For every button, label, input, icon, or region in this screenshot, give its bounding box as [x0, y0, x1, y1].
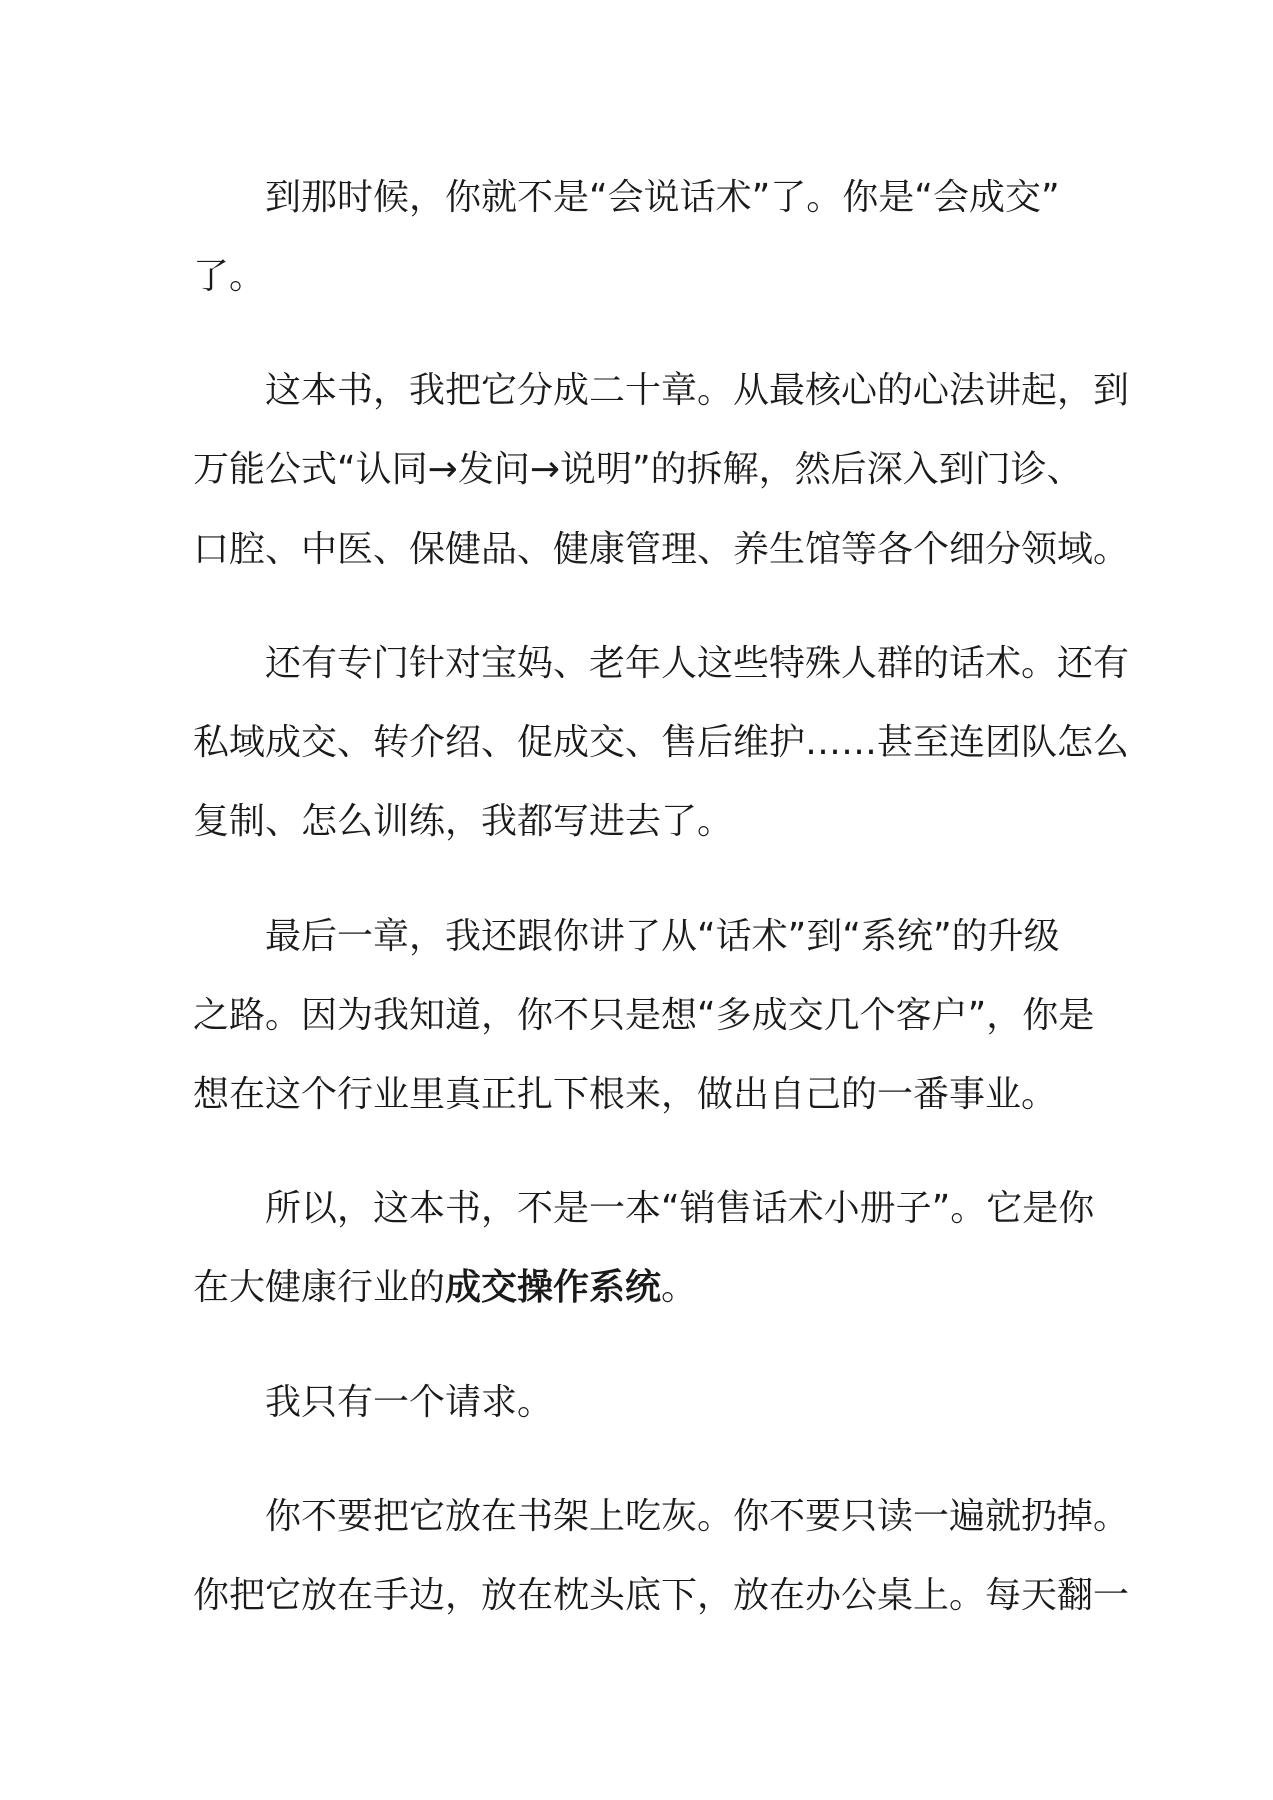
- paragraph-5-line-2-prefix: 在大健康行业的: [193, 1267, 446, 1308]
- paragraph-2-line-3: 口腔、中医、保健品、健康管理、养生馆等各个细分领域。: [193, 529, 1130, 570]
- paragraph-7-line-2: 你把它放在手边，放在枕头底下，放在办公桌上。每天翻一: [193, 1575, 1130, 1616]
- paragraph-4-line-3: 想在这个行业里真正扎下根来，做出自己的一番事业。: [193, 1074, 1058, 1115]
- paragraph-2-line-2: 万能公式“认同→发问→说明”的拆解，然后深入到门诊、: [193, 449, 1083, 490]
- paragraph-6-line-1: 我只有一个请求。: [265, 1382, 554, 1423]
- paragraph-3-line-3: 复制、怎么训练，我都写进去了。: [193, 801, 734, 842]
- paragraph-1-line-1: 到那时候，你就不是“会说话术”了。你是“会成交”: [265, 177, 1060, 218]
- paragraph-4-line-2: 之路。因为我知道，你不只是想“多成交几个客户”，你是: [193, 995, 1095, 1036]
- paragraph-4-line-1: 最后一章，我还跟你讲了从“话术”到“系统”的升级: [265, 916, 1060, 957]
- paragraph-3-line-1: 还有专门针对宝妈、老年人这些特殊人群的话术。还有: [265, 643, 1130, 684]
- paragraph-5-line-2-suffix: 。: [661, 1267, 698, 1308]
- paragraph-1-line-2: 了。: [193, 256, 266, 297]
- paragraph-5-line-2: [193, 1264, 697, 1312]
- paragraph-2-line-1: 这本书，我把它分成二十章。从最核心的心法讲起，到: [265, 370, 1130, 411]
- paragraph-7-line-1: 你不要把它放在书架上吃灰。你不要只读一遍就扔掉。: [265, 1496, 1130, 1537]
- paragraph-5-line-1: 所以，这本书，不是一本“销售话术小册子”。它是你: [265, 1188, 1095, 1229]
- paragraph-3-line-2: 私域成交、转介绍、促成交、售后维护……甚至连团队怎么: [193, 722, 1130, 763]
- emphasis-operating-system: 成交操作系统: [445, 1267, 662, 1308]
